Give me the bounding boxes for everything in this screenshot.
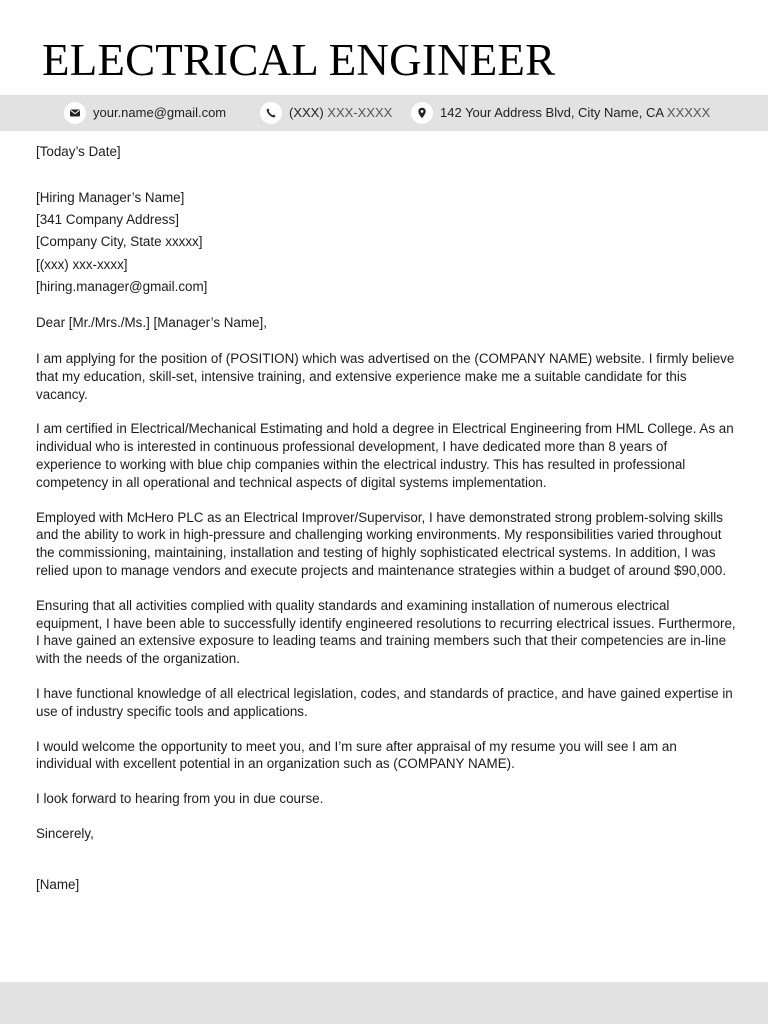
paragraph-quality: Ensuring that all activities complied with quality standards and examining installation of numerous electrical equipment, I have been able to successfully identify engineered resolutions to recurring electrical issues. Furthermore, I have gained an extensive exposure to leading teams and training members such that their competencies are in-line with the needs of the organization. — [36, 597, 736, 667]
paragraph-knowledge: I have functional knowledge of all electrical legislation, codes, and standards of practice, and have gained expertise in use of industry specific tools and applications. — [36, 686, 733, 719]
contact-address — [411, 101, 710, 125]
address-main: 142 Your Address Blvd, City Name, CA — [440, 105, 664, 120]
recipient-city: [Company City, State xxxxx] — [36, 234, 203, 250]
paragraph-opportunity: I would welcome the opportunity to meet you, and I’m sure after appraisal of my resume you will see I am an individual with excellent potential in an organization such as (COMPANY NAME). — [36, 738, 677, 772]
page-title: ELECTRICAL ENGINEER — [42, 35, 556, 85]
paragraph-intro: I am applying for the position of (POSITION) which was advertised on the (COMPANY NAME) website. I firmly believe that my education, skill-set, intensive training, and extensive experience make me a suitable candidate for this vacancy. — [36, 351, 735, 402]
recipient-name: [Hiring Manager’s Name] — [36, 189, 185, 205]
letter-body — [36, 143, 736, 894]
address-zip: XXXXX — [663, 105, 711, 120]
contact-email — [64, 101, 226, 125]
closing: Sincerely, — [36, 826, 94, 842]
paragraph-education: I am certified in Electrical/Mechanical Estimating and hold a degree in Electrical Engineering from HML College. As an individual who is interested in continuous professional development, I have dedicated more than 8 years of experience to working with blue chip companies within the electrical industry. This has resulted in professional competency in all operational and technical aspects of digital systems implementation. — [36, 421, 734, 490]
location-pin-icon — [411, 102, 433, 124]
footer-bar — [0, 982, 768, 1024]
phone-icon — [260, 102, 282, 124]
phone-number: XXX-XXXX — [323, 105, 393, 120]
contact-bar — [0, 95, 768, 131]
paragraph-experience: Employed with McHero PLC as an Electrical Improver/Supervisor, I have demonstrated strong problem-solving skills and the ability to work in high-pressure and challenging working environments. My responsibilities varied throughout the commissioning, maintaining, installation and testing of highly sophisticated electrical systems. In addition, I was relied upon to manage vendors and execute projects and maintenance strategies within a budget of around $90,000. — [36, 509, 727, 579]
email-text: your.name@gmail.com — [93, 105, 227, 120]
recipient-phone: [(xxx) xxx-xxxx] — [36, 256, 128, 272]
contact-phone — [260, 101, 392, 125]
phone-prefix: (XXX) — [289, 105, 324, 120]
letter-date: [Today’s Date] — [36, 144, 121, 159]
recipient-address: [341 Company Address] — [36, 212, 179, 228]
address-text — [440, 105, 710, 121]
signature: [Name] — [36, 876, 80, 892]
recipient-block — [36, 187, 736, 298]
recipient-email: [hiring.manager@gmail.com] — [36, 278, 208, 294]
salutation: Dear [Mr./Mrs./Ms.] [Manager’s Name], — [36, 315, 267, 331]
envelope-icon — [64, 102, 86, 124]
phone-text — [289, 105, 392, 121]
paragraph-forward: I look forward to hearing from you in due course. — [36, 791, 324, 807]
